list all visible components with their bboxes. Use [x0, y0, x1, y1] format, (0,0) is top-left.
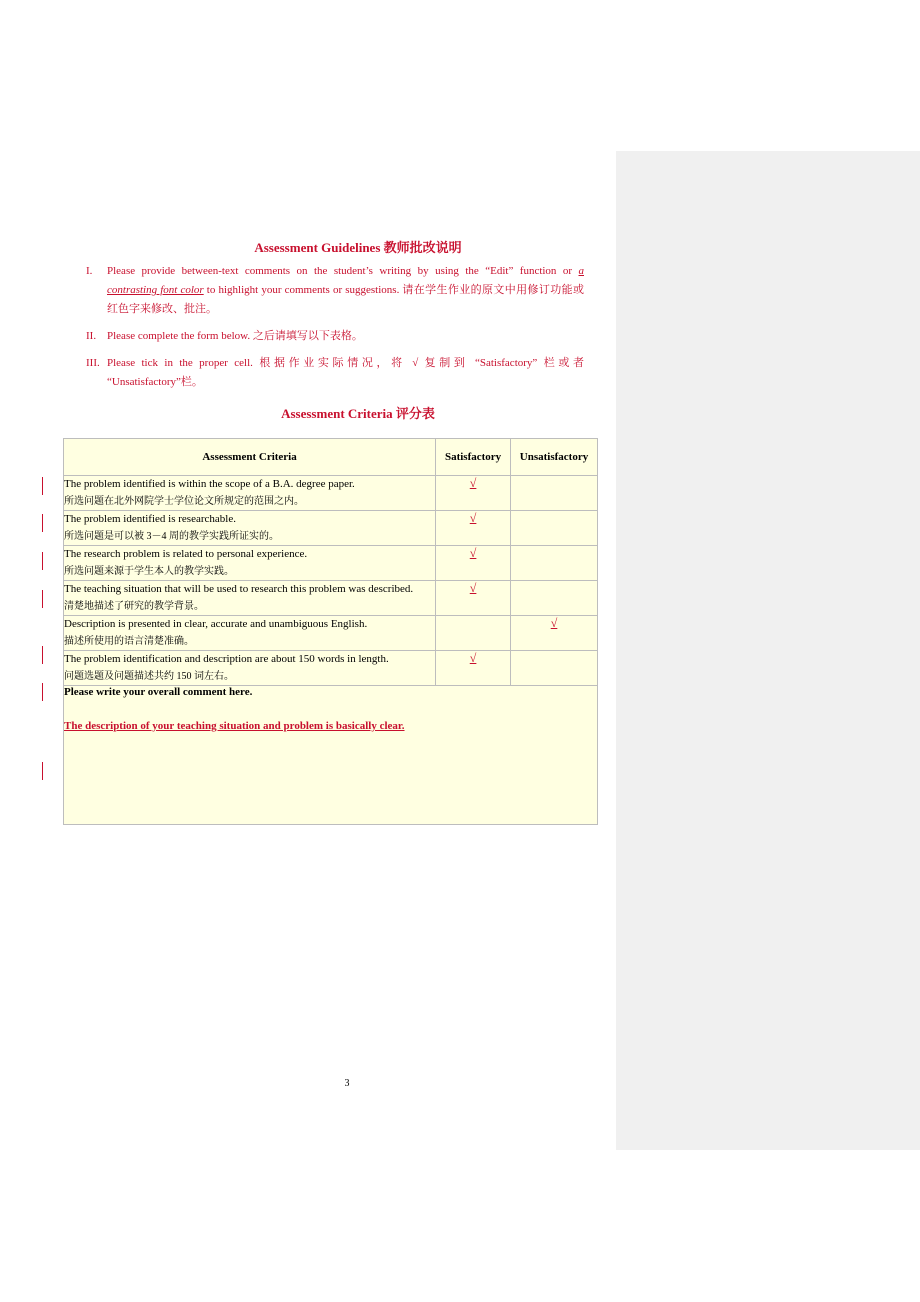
- satisfactory-cell[interactable]: √: [436, 511, 511, 546]
- criterion-en: Description is presented in clear, accurate and unambiguous English.: [64, 618, 368, 630]
- criterion-en: The problem identified is researchable.: [64, 513, 236, 525]
- header-unsatisfactory: Unsatisfactory: [511, 439, 598, 476]
- guidelines-title: Assessment Guidelines 教师批改说明: [254, 240, 462, 255]
- assessment-table: [63, 438, 598, 825]
- guideline-number: I.: [86, 265, 93, 277]
- satisfactory-cell[interactable]: √: [436, 581, 511, 616]
- overall-comment-label: Please write your overall comment here.: [64, 686, 253, 698]
- comment-pane: [616, 151, 920, 1150]
- unsatisfactory-cell[interactable]: [511, 546, 598, 581]
- satisfactory-cell[interactable]: √: [436, 476, 511, 511]
- contrasting-font-link[interactable]: a contrasting font color: [107, 265, 584, 296]
- criterion-en: The teaching situation that will be used to research this problem was described.: [64, 583, 414, 595]
- guideline-number: III.: [86, 357, 100, 369]
- unsatisfactory-cell[interactable]: √: [511, 616, 598, 651]
- guideline-item-2: [86, 327, 584, 346]
- satisfactory-cell[interactable]: [436, 616, 511, 651]
- change-marker: [42, 646, 43, 664]
- guideline-item-1: [86, 262, 584, 319]
- criterion-zh: 清楚地描述了研究的教学背景。: [64, 601, 204, 612]
- unsatisfactory-cell[interactable]: [511, 476, 598, 511]
- criterion-en: The problem identified is within the scope of a B.A. degree paper.: [64, 478, 355, 490]
- criterion-cell: [64, 616, 436, 651]
- guidelines-list: [86, 262, 584, 400]
- change-marker: [42, 514, 43, 532]
- table-row: [64, 546, 598, 581]
- change-marker: [42, 762, 43, 780]
- guideline-number: II.: [86, 330, 97, 342]
- guideline-text: Please complete the form below. 之后请填写以下表格。: [107, 330, 363, 342]
- table-header-row: [64, 439, 598, 476]
- criterion-zh: 描述所使用的语言清楚准确。: [64, 636, 194, 647]
- satisfactory-cell[interactable]: √: [436, 546, 511, 581]
- unsatisfactory-cell[interactable]: [511, 581, 598, 616]
- table-row: [64, 511, 598, 546]
- overall-comment-cell[interactable]: [64, 686, 598, 825]
- criterion-cell: [64, 511, 436, 546]
- criterion-zh: 问题选题及问题描述共约 150 词左右。: [64, 671, 234, 682]
- criterion-cell: [64, 476, 436, 511]
- change-marker: [42, 590, 43, 608]
- criteria-title: Assessment Criteria 评分表: [281, 406, 435, 421]
- criterion-zh: 所选问题在北外网院学士学位论文所规定的范围之内。: [64, 496, 304, 507]
- table-row: [64, 616, 598, 651]
- criterion-cell: [64, 546, 436, 581]
- table-row: [64, 651, 598, 686]
- unsatisfactory-cell[interactable]: [511, 511, 598, 546]
- header-satisfactory: Satisfactory: [436, 439, 511, 476]
- unsatisfactory-cell[interactable]: [511, 651, 598, 686]
- table-row: [64, 476, 598, 511]
- guideline-text: Please tick in the proper cell. 根据作业实际情况，将 √ 复制到 “Satisfactory” 栏或者 “Unsatisfactory”栏。: [107, 357, 584, 388]
- change-marker: [42, 683, 43, 701]
- criterion-cell: [64, 581, 436, 616]
- overall-comment-text[interactable]: The description of your teaching situation and problem is basically clear.: [64, 720, 405, 732]
- criterion-cell: [64, 651, 436, 686]
- change-marker: [42, 477, 43, 495]
- overall-comment-row: [64, 686, 598, 825]
- satisfactory-cell[interactable]: √: [436, 651, 511, 686]
- guideline-item-3: [86, 354, 584, 392]
- guideline-text: Please provide between-text comments on the student’s writing by using the “Edit” function or: [107, 265, 579, 277]
- page-number: 3: [344, 1078, 350, 1089]
- criterion-en: The research problem is related to personal experience.: [64, 548, 308, 560]
- header-criteria: Assessment Criteria: [64, 439, 436, 476]
- criterion-en: The problem identification and description are about 150 words in length.: [64, 653, 389, 665]
- criterion-zh: 所选问题是可以被 3－4 周的教学实践所证实的。: [64, 531, 279, 542]
- table-row: [64, 581, 598, 616]
- change-marker: [42, 552, 43, 570]
- guideline-text: to highlight your comments or suggestions. 请在学生作业的原文中用修订功能或红色字来修改、批注。: [107, 284, 584, 315]
- criterion-zh: 所选问题来源于学生本人的教学实践。: [64, 566, 234, 577]
